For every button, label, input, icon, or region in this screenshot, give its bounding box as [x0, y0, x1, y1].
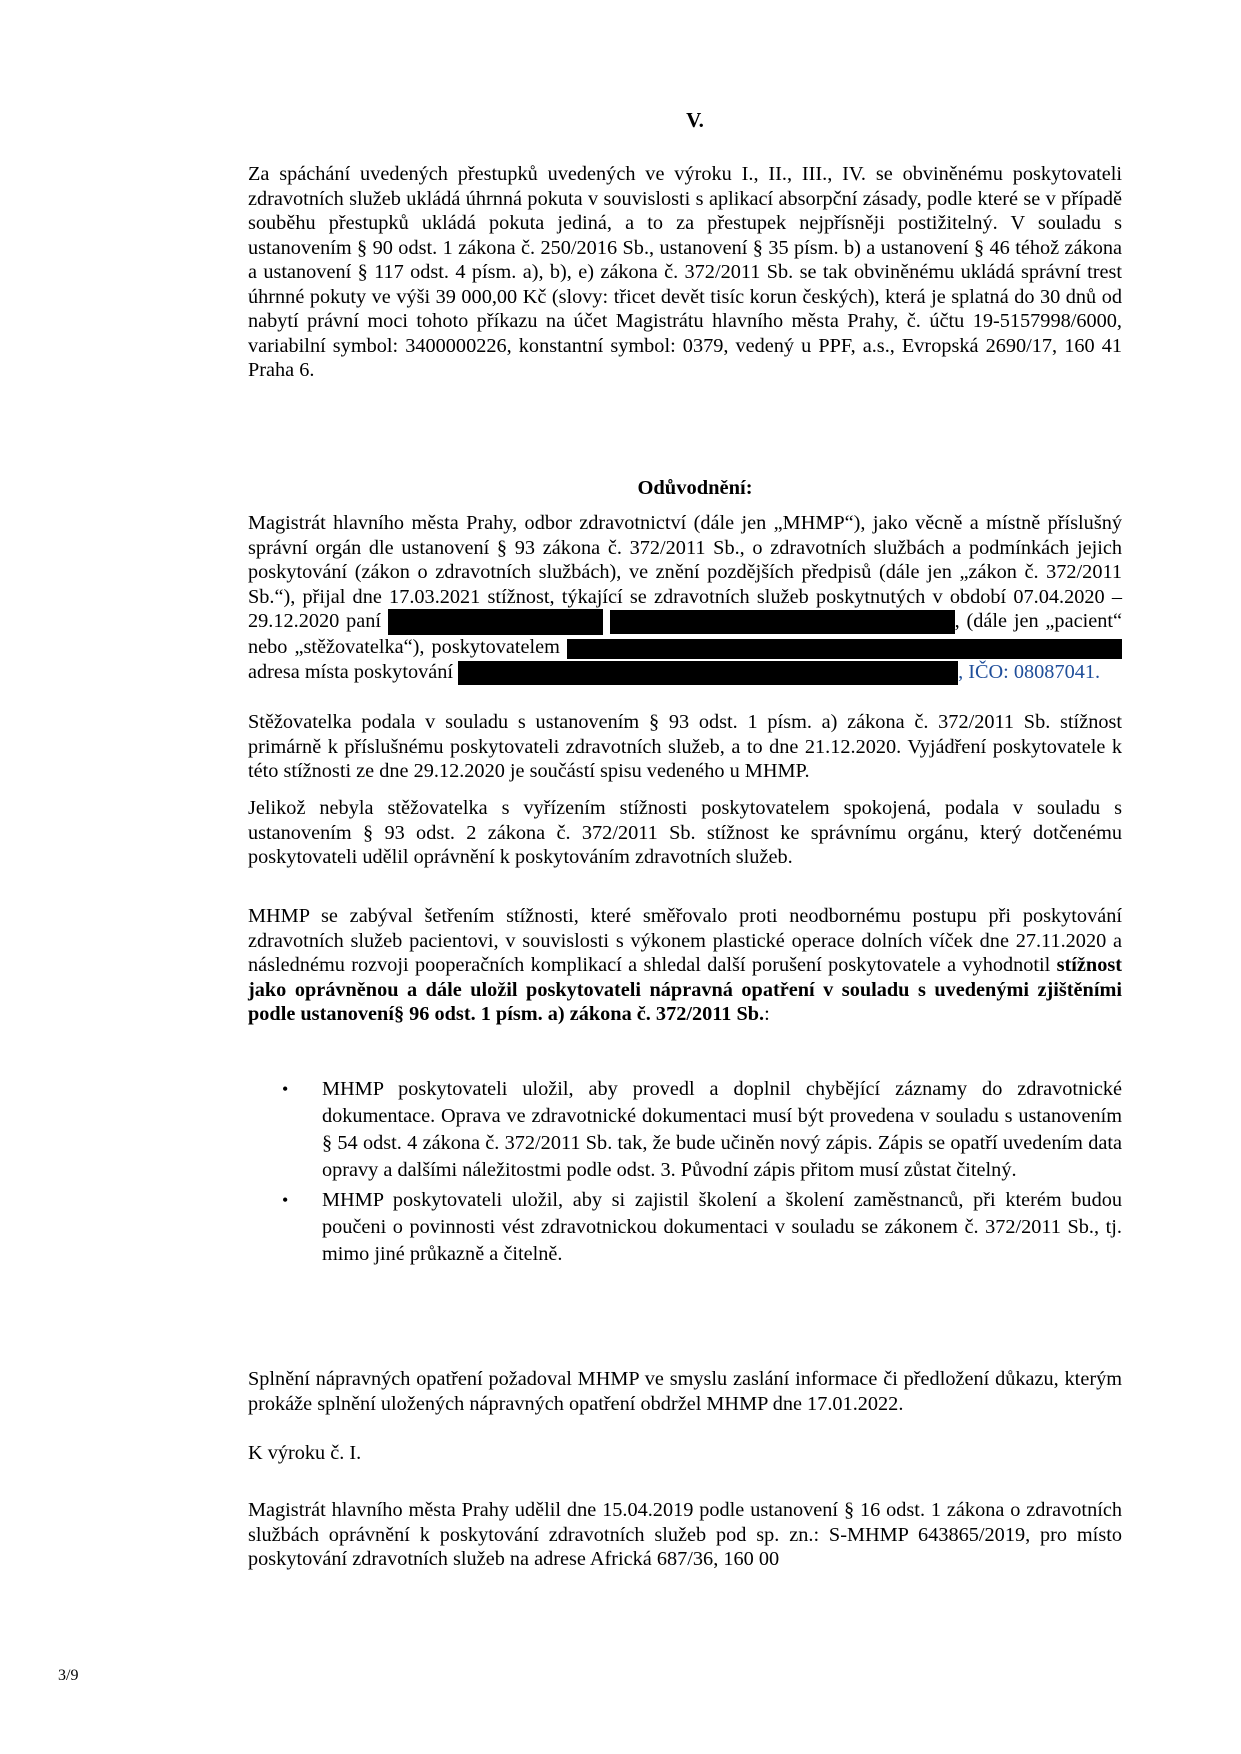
subheading-verdict-1: K výroku č. I. — [248, 1442, 362, 1464]
paragraph-dissatisfied: Jelikož nebyla stěžovatelka s vyřízením stížnosti poskytovatelem spokojená, podala v souladu s ustanovením § 93 odst. 2 zákona č. 372/2011 Sb. stížnost ke správnímu orgánu, který dotčenému poskytovateli udělil oprávnění k poskytováním zdravotních služeb. — [248, 797, 1122, 868]
list-item — [280, 1187, 1122, 1268]
redaction-block — [458, 661, 958, 685]
list-item — [280, 1076, 1122, 1184]
redaction-block — [610, 610, 955, 634]
paragraph-investigation — [248, 904, 1122, 1027]
paragraph-primary-complaint: Stěžovatelka podala v souladu s ustanovením § 93 odst. 1 písm. a) zákona č. 372/2011 Sb. stížnost primárně k příslušnému poskytovateli zdravotních služeb, a to dne 21.12.2020. Vyjádření poskytovatele k této stížnosti ze dne 29.12.2020 je součástí spisu vedeného u MHMP. — [248, 711, 1122, 782]
bullet-icon: • — [282, 1190, 289, 1210]
paragraph-complaint-intro — [248, 511, 1122, 685]
bullet-icon: • — [282, 1079, 289, 1099]
redaction-block — [388, 609, 603, 635]
paragraph-remedial-fulfilment: Splnění nápravných opatření požadoval MHMP ve smyslu zaslání informace či předložení důkazu, kterým prokáže splnění uložených nápravných opatření obdržel MHMP dne 17.01.2022. — [248, 1368, 1122, 1415]
paragraph-authorisation: Magistrát hlavního města Prahy udělil dne 15.04.2019 podle ustanovení § 16 odst. 1 zákona o zdravotních službách oprávnění k poskytování zdravotních služeb pod sp. zn.: S-MHMP 643865/2019, pro místo poskytování zdravotních služeb na adrese Africká 687/36, 160 00 — [248, 1499, 1122, 1570]
section-heading-v: V. — [686, 108, 704, 132]
paragraph-complaint-text-d: , IČO: 08087041. — [958, 660, 1101, 683]
paragraph-complaint-text-a: Magistrát hlavního města Prahy, odbor zdravotnictví (dále jen „MHMP“), jako věcně a místně příslušný správní orgán dle ustanovení § 93 zákona č. 372/2011 Sb., o zdravotních službách a podmínkách jejich poskytování (zákon o zdravotních službách), ve znění pozdějších předpisů (dále jen „zákon č. 372/2011 Sb.“), přijal dne 17.03.2021 stížnost, týkající se zdravotních služeb poskytnutých v období 07.04.2020 – 29.12.2020 paní — [248, 512, 1122, 632]
list-item-text: MHMP poskytovateli uložil, aby provedl a doplnil chybějící záznamy do zdravotnické dokumentace. Oprava ve zdravotnické dokumentaci musí být provedena v souladu s ustanovením § 54 odst. 4 zákona č. 372/2011 Sb. tak, že bude učiněn nový zápis. Zápis se opatří uvedením data opravy a dalšími náležitostmi podle odst. 3. Původní zápis přitom musí zůstat čitelný. — [322, 1078, 1122, 1181]
list-item-text: MHMP poskytovateli uložil, aby si zajistil školení a školení zaměstnanců, při kterém budou poučeni o povinnosti vést zdravotnickou dokumentaci v souladu se zákonem č. 372/2011 Sb., tj. mimo jiné průkazně a čitelně. — [322, 1189, 1122, 1265]
investigation-end: : — [764, 1003, 770, 1025]
paragraph-complaint-text-c: adresa místa poskytování — [248, 660, 454, 683]
paragraph-penalty: Za spáchání uvedených přestupků uvedených ve výroku I., II., III., IV. se obviněnému poskytovateli zdravotních služeb ukládá úhrnná pokuta v souvislosti s aplikací absorpční zásady, podle které se v případě souběhu přestupků ukládá pokuta jediná, a to za přestupek nejpřísněji postižitelný. V souladu s ustanovením § 90 odst. 1 zákona č. 250/2016 Sb., ustanovení § 35 písm. b) a ustanovení § 46 téhož zákona a ustanovení § 117 odst. 4 písm. a), b), e) zákona č. 372/2011 Sb. se tak obviněnému ukládá správní trest úhrnné pokuty ve výši 39 000,00 Kč (slovy: třicet devět tisíc korun českých), která je splatná do 30 dnů od nabytí právní moci tohoto příkazu na účet Magistrátu hlavního města Prahy, č. účtu 19-5157998/6000, variabilní symbol: 3400000226, konstantní symbol: 0379, vedený u PPF, a.s., Evropská 2690/17, 160 41 Praha 6. — [248, 163, 1122, 381]
redaction-block — [567, 639, 1122, 659]
paragraph-complaint-text-b: , (dále jen „pacient“ nebo „stěžovatelka“), poskytovatelem — [248, 610, 1122, 659]
page-number: 3/9 — [58, 1667, 79, 1684]
investigation-text: MHMP se zabýval šetřením stížnosti, které směřovalo proti neodbornému postupu při poskytování zdravotních služeb pacientovi, v souvislosti s výkonem plastické operace dolních víček dne 27.11.2020 a následnému rozvoji pooperačních komplikací a shledal další porušení poskytovatele a vyhodnotil — [248, 905, 1122, 976]
investigation-conclusion: stížnost jako oprávněnou a dále uložil poskytovateli nápravná opatření v souladu s uvedenými zjištěními podle ustanovení§ 96 odst. 1 písm. a) zákona č. 372/2011 Sb. — [248, 954, 1122, 1025]
reasoning-heading: Odůvodnění: — [637, 477, 753, 499]
remedial-measures-list — [280, 1076, 1122, 1271]
